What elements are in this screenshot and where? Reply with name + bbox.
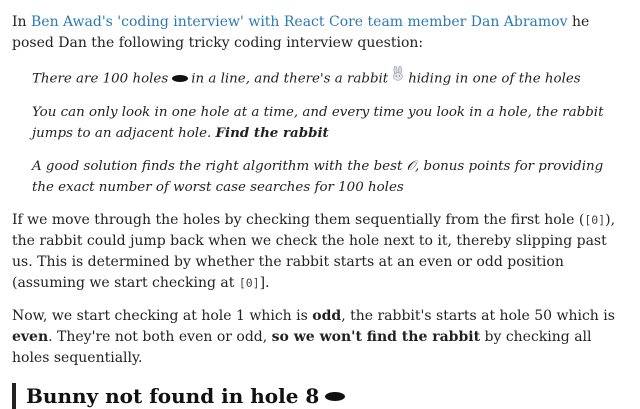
hole-icon bbox=[172, 75, 188, 82]
para1-text-a: If we move through the holes by checking them sequentially from the first hole ( bbox=[12, 212, 585, 228]
problem-quote bbox=[12, 68, 624, 198]
quote-find-rabbit: Find the rabbit bbox=[215, 125, 329, 141]
intro-paragraph bbox=[12, 12, 624, 54]
sequential-paragraph bbox=[12, 210, 624, 294]
article bbox=[12, 6, 624, 409]
intro-prefix: In bbox=[12, 14, 31, 30]
quote-text-look: You can only look in one hole at a time, and every time you look in a hole, the rabbit jumps to an adjacent hole. bbox=[32, 105, 604, 141]
intro-suffix: he posed Dan the following tricky coding interview question: bbox=[12, 14, 590, 51]
heading-text: Bunny not found in hole 8 bbox=[26, 384, 320, 408]
quote-text-hiding: hiding in one of the holes bbox=[408, 71, 581, 87]
odd-label: odd bbox=[312, 308, 342, 324]
quote-text-rabbit: in a line, and there's a rabbit bbox=[191, 71, 389, 87]
interview-link[interactable]: Ben Awad's 'coding interview' with React Core team member Dan Abramov bbox=[31, 14, 568, 30]
even-label: even bbox=[12, 329, 49, 345]
parity-paragraph bbox=[12, 306, 624, 369]
para2-text-b: , the rabbit's starts at hole 50 which is bbox=[341, 308, 615, 324]
quote-line-2 bbox=[32, 102, 624, 144]
para2-text-c: . They're not both even or odd, bbox=[48, 329, 272, 345]
para2-text-d: by checking all holes sequentially. bbox=[12, 329, 592, 366]
wont-find-label: so we won't find the rabbit bbox=[271, 329, 481, 345]
section-heading bbox=[12, 383, 624, 409]
code-index-0-second: [0] bbox=[238, 276, 260, 290]
rabbit-icon bbox=[391, 66, 405, 88]
quote-text-holes: There are 100 holes bbox=[32, 71, 169, 87]
code-index-0: [0] bbox=[584, 213, 606, 227]
para1-text-c: ]. bbox=[259, 275, 270, 291]
quote-line-3: A good solution finds the right algorithm with the best 𝒪, bonus points for providing the exact number of worst case searches for 100 holes bbox=[32, 159, 604, 195]
quote-line-1 bbox=[32, 68, 624, 90]
para1-text-b: ), the rabbit could jump back when we check the hole next to it, thereby slipping past us. This is determined by whether the rabbit starts at an even or odd position (assuming we start checking at bbox=[12, 212, 616, 291]
para2-text-a: Now, we start checking at hole 1 which is bbox=[12, 308, 313, 324]
